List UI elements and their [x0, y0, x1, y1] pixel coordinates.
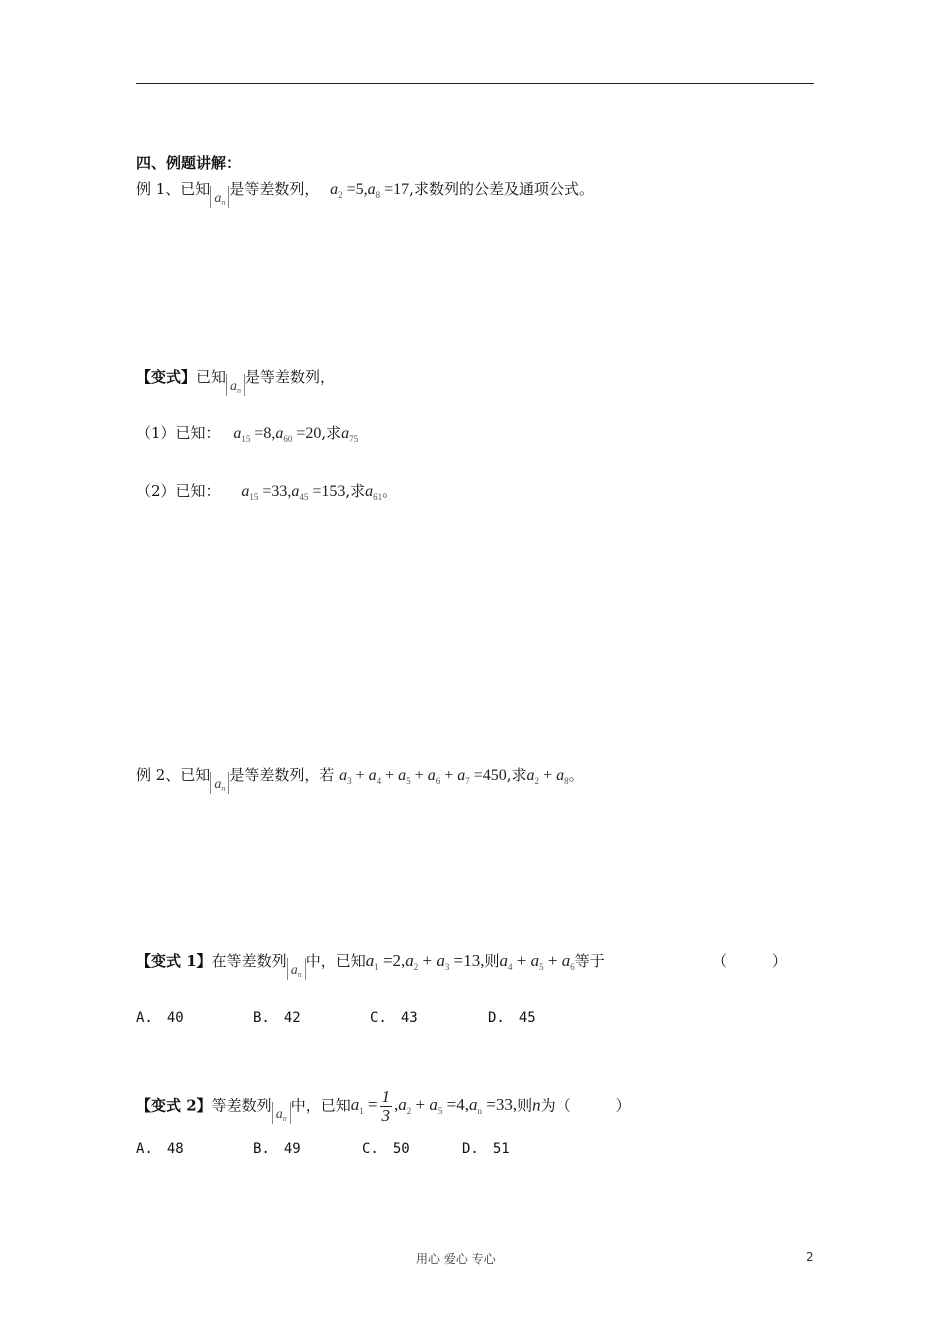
- part-1-ask: ,求: [321, 424, 342, 442]
- part-2-ask: ,求: [345, 482, 366, 500]
- footer-slogan: 用心 爱心 专心: [416, 1252, 496, 1266]
- part-1-label: （1）已知：: [136, 424, 221, 442]
- variant-1-option-d: D. 45: [488, 1010, 536, 1026]
- variant-1-option-b: B. 42: [253, 1010, 301, 1026]
- sequence-an: $a_n$: [210, 186, 229, 208]
- example-2-end: 。: [568, 766, 584, 784]
- variant-2-text-2: 中，已知: [290, 1096, 351, 1115]
- variant-2-option-a: A. 48: [136, 1141, 184, 1157]
- example-2-ask: ,求: [506, 766, 527, 784]
- example-2-target: $a_2 + a_8$: [526, 767, 569, 786]
- part-1-given: $a_{15} =8,a_{60} =20$: [233, 425, 322, 444]
- example-1-mid: 是等差数列，: [229, 180, 320, 198]
- header-rule: [136, 83, 814, 84]
- variant-heading: [136, 366, 335, 396]
- variant-part-1: [136, 422, 358, 444]
- part-1-target: $a_{75}$: [341, 425, 359, 444]
- variant-2-given: $a_1$ = $\frac{1}{3}$ $,a_2 + a_5 =4,a_n =33$,: [350, 1087, 518, 1125]
- variant-text-2: 是等差数列，: [245, 368, 336, 386]
- variant-tag: 【变式】: [136, 368, 197, 386]
- page-number: 2: [806, 1250, 814, 1264]
- variant-2-text: 等差数列: [211, 1096, 272, 1115]
- example-2-mid: 是等差数列，若: [229, 766, 335, 784]
- variant-2-n: n: [532, 1095, 541, 1115]
- section-title: 四、例题讲解：: [136, 154, 242, 172]
- variant-2-ask: 为（ ）: [540, 1096, 631, 1115]
- variant-1-answer-paren: （ ）: [712, 952, 788, 970]
- example-2-given: $a_3 + a_4 + a_5 + a_6 + a_7 =450$: [339, 767, 507, 786]
- variant-2-option-d: D. 51: [462, 1141, 510, 1157]
- part-2-end: 。: [382, 482, 398, 500]
- sequence-an: $a_n$: [272, 1102, 291, 1124]
- variant-1-option-a: A. 40: [136, 1010, 184, 1026]
- variant-part-2: [136, 480, 397, 502]
- sequence-an: $a_n$: [210, 772, 229, 794]
- variant-text: 已知: [196, 368, 227, 386]
- example-1-question: ,求数列的公差及通项公式。: [409, 180, 594, 198]
- part-2-target: $a_{61}$: [365, 483, 383, 502]
- variant-2: [136, 1088, 631, 1125]
- part-2-label: （2）已知：: [136, 482, 221, 500]
- example-1-given: $a_2 =5,a_8 =17$: [330, 181, 410, 200]
- variant-1-tag: 【变式 1】: [136, 952, 212, 970]
- variant-2-option-b: B. 49: [253, 1141, 301, 1157]
- example-2: [136, 764, 584, 794]
- fraction-one-third: $\frac{1}{3}$: [381, 1087, 391, 1125]
- variant-1-then: 则: [484, 952, 500, 970]
- example-1-prefix: 例 1、已知: [136, 180, 211, 198]
- variant-1-target: $a_4 + a_5 + a_6$: [499, 951, 575, 972]
- example-1: [136, 178, 594, 208]
- variant-2-then: 则: [517, 1096, 533, 1115]
- sequence-an: $a_n$: [226, 374, 245, 396]
- sequence-an: $a_n$: [287, 958, 306, 980]
- example-2-prefix: 例 2、已知: [136, 766, 211, 784]
- variant-1-equals: 等于: [574, 952, 605, 970]
- variant-1-text: 在等差数列: [211, 952, 287, 970]
- variant-1-given: $a_1 =2,a_2 + a_3 =13$,: [365, 951, 485, 972]
- variant-1-text-2: 中，已知: [305, 952, 366, 970]
- variant-2-option-c: C. 50: [362, 1141, 410, 1157]
- part-2-given: $a_{15} =33,a_{45} =153$: [241, 483, 346, 502]
- variant-1-option-c: C. 43: [370, 1010, 418, 1026]
- variant-1: [136, 950, 605, 980]
- variant-2-tag: 【变式 2】: [136, 1096, 212, 1115]
